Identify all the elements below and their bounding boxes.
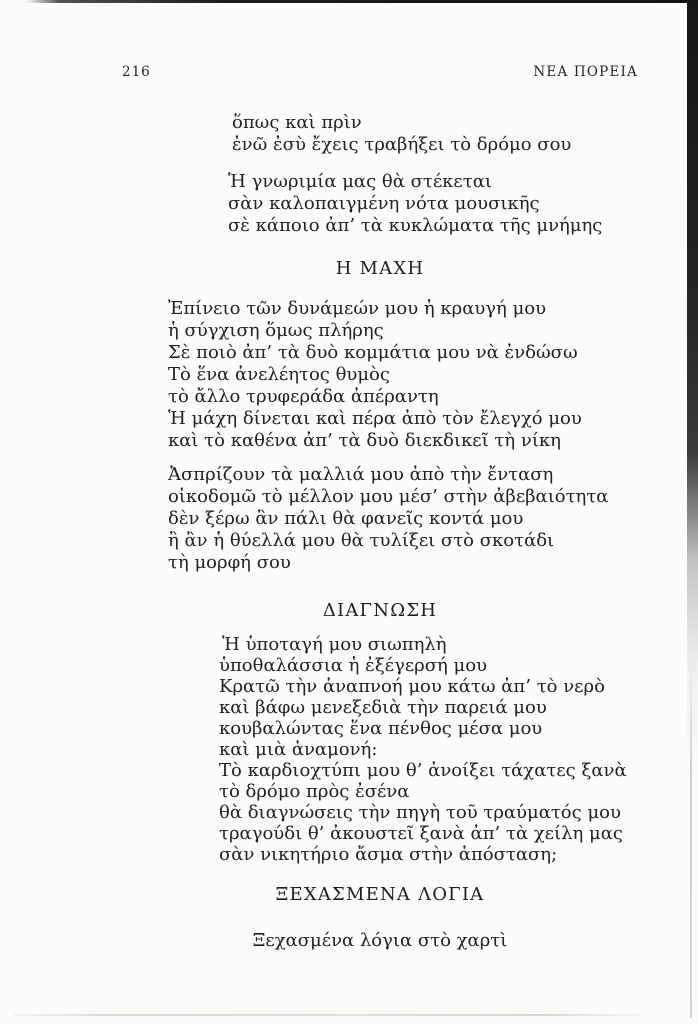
page-number: 216 — [122, 64, 151, 80]
poem-line: Τὸ ἕνα ἀνελέητος θυμὸς — [168, 364, 390, 385]
poem-title-i-machi: Η ΜΑΧΗ — [335, 258, 425, 279]
poem-line: Ἡ γνωριμία μας θὰ στέκεται — [228, 171, 492, 192]
poem-line: Ἀσπρίζουν τὰ μαλλιά μου ἀπὸ τὴν ἔνταση — [168, 464, 554, 485]
poem-line: κουβαλώντας ἕνα πένθος μέσα μου — [219, 718, 543, 739]
scan-edge-bottom — [14, 1014, 640, 1016]
poem-line: τὸ δρόμο πρὸς ἐσένα — [219, 781, 410, 802]
poem-stanza — [219, 634, 627, 865]
poem-line: Ἡ ὑποταγή μου σιωπηλὴ — [222, 634, 447, 655]
poem-line: ὅπως καὶ πρὶν — [232, 112, 362, 133]
poem-stanza — [168, 298, 582, 452]
poem-line: θὰ διαγνώσεις τὴν πηγὴ τοῦ τραύματός μου — [219, 802, 621, 823]
journal-title: ΝΕΑ ΠΟΡΕΙΑ — [533, 64, 638, 80]
poem-stanza — [168, 464, 608, 574]
poem-line: καὶ τὸ καθένα ἀπ’ τὰ δυὸ διεκδικεῖ τὴ νίκη — [168, 430, 561, 451]
poem-line: Κρατῶ τὴν ἀναπνοή μου κάτω ἀπ’ τὸ νερὸ — [219, 676, 605, 697]
poem-line: Τὸ καρδιοχτύπι μου θ’ ἀνοίξει τάχατες ξανὰ — [219, 760, 627, 781]
poem-stanza — [228, 171, 602, 237]
poem-line: Ἡ μάχη δίνεται καὶ πέρα ἀπὸ τὸν ἔλεγχό μου — [168, 408, 582, 429]
poem-line: ἢ ἂν ἡ θύελλά μου θὰ τυλίξει στὸ σκοτάδι — [168, 530, 555, 551]
poem-line: Ἐπίνειο τῶν δυνάμεών μου ἡ κραυγή μου — [168, 298, 547, 319]
poem-line: Σὲ ποιὸ ἀπ’ τὰ δυὸ κομμάτια μου νὰ ἐνδώσω — [168, 342, 578, 363]
poem-line: καὶ μιὰ ἀναμονή: — [219, 739, 378, 760]
poem-line: σὰν νικητήριο ἄσμα στὴν ἀπόσταση; — [219, 844, 558, 865]
poem-line: Ξεχασμένα λόγια στὸ χαρτὶ — [252, 930, 508, 951]
scan-edge-right-faint-line — [690, 660, 692, 1018]
poem-title-diagnosi: ΔΙΑΓΝΩΣΗ — [322, 600, 438, 621]
poem-line: ἡ σύγχιση ὅμως πλήρης — [168, 320, 384, 341]
poem-stanza — [232, 112, 571, 156]
poem-line: τὸ ἄλλο τρυφεράδα ἀπέραντη — [168, 386, 439, 407]
poem-line: ὑποθαλάσσια ἡ ἐξέγερσή μου — [219, 655, 488, 676]
running-header — [0, 61, 698, 83]
scan-edge-right — [687, 0, 698, 780]
scan-edge-top — [26, 0, 698, 3]
poem-line: οἰκοδομῶ τὸ μέλλον μου μέσ’ στὴν ἀβεβαιότητα — [168, 486, 609, 507]
poem-line: δὲν ξέρω ἂν πάλι θὰ φανεῖς κοντά μου — [168, 508, 524, 529]
poem-line: σὰν καλοπαιγμένη νότα μουσικῆς — [228, 193, 540, 214]
poem-title-xechasmena-logia: ΞΕΧΑΣΜΕΝΑ ΛΟΓΙΑ — [275, 884, 485, 905]
poem-line: ἐνῶ ἐσὺ ἔχεις τραβήξει τὸ δρόμο σου — [232, 134, 572, 155]
poem-line: καὶ βάφω μενεξεδιὰ τὴν παρειά μου — [219, 697, 547, 718]
poem-line: τραγούδι θ’ ἀκουστεῖ ξανὰ ἀπ’ τὰ χείλη μας — [219, 823, 623, 844]
poem-line: σὲ κάποιο ἀπ’ τὰ κυκλώματα τῆς μνήμης — [228, 215, 603, 236]
poem-line: τὴ μορφή σου — [168, 552, 291, 573]
